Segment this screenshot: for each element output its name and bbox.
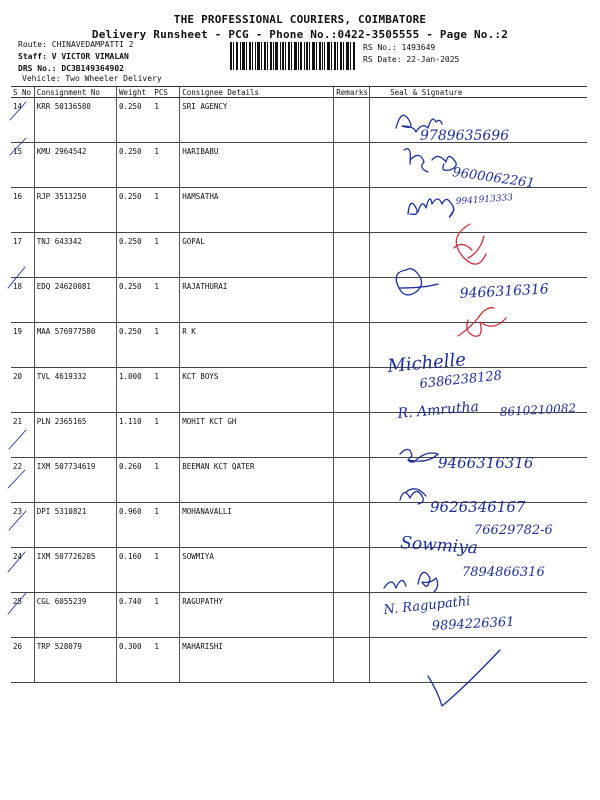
svg-text:9466316316: 9466316316 [438, 454, 534, 472]
row-remarks [334, 593, 370, 638]
row-pcs: 1 [152, 458, 179, 503]
row-weight: 0.250 [116, 278, 152, 323]
row-consignee: HARIBABU [180, 143, 334, 188]
col-header-consignee: Consignee Details [180, 87, 334, 98]
row-sno: 26 [11, 638, 34, 683]
row-sno: 20 [11, 368, 34, 413]
row-signature [370, 593, 587, 638]
row-sno: 24 [11, 548, 34, 593]
col-header-consignment: Consignment No [34, 87, 116, 98]
table-row [11, 548, 587, 593]
col-header-sno: S No [11, 87, 34, 98]
row-weight: 0.260 [116, 458, 152, 503]
row-remarks [334, 143, 370, 188]
row-pcs: 1 [152, 188, 179, 233]
row-weight: 0.740 [116, 593, 152, 638]
row-signature [370, 278, 587, 323]
row-remarks [334, 368, 370, 413]
row-consignment: DPI 5310821 [34, 503, 116, 548]
rs-number: RS No.: 1493649 [363, 43, 436, 52]
table-header-row [11, 87, 587, 98]
row-consignment: IXM 507734619 [34, 458, 116, 503]
row-signature [370, 98, 587, 143]
row-pcs: 1 [152, 98, 179, 143]
svg-text:Sowmiya: Sowmiya [399, 533, 479, 559]
svg-text:R. Amrutha: R. Amrutha [396, 398, 480, 422]
row-sno: 15 [11, 143, 34, 188]
row-remarks [334, 278, 370, 323]
row-consignee: GOPAL [180, 233, 334, 278]
table-row [11, 278, 587, 323]
row-remarks [334, 458, 370, 503]
svg-text:9626346167: 9626346167 [430, 498, 526, 516]
row-signature [370, 233, 587, 278]
table-row [11, 233, 587, 278]
svg-text:9894226361: 9894226361 [431, 614, 515, 634]
row-weight: 0.160 [116, 548, 152, 593]
row-sno: 22 [11, 458, 34, 503]
row-consignee: MOHIT KCT GH [180, 413, 334, 458]
route-info: Route: CHINAVEDAMPATTI 2 [18, 40, 134, 49]
table-row [11, 368, 587, 413]
row-pcs: 1 [152, 278, 179, 323]
row-sno: 23 [11, 503, 34, 548]
row-consignment: TVL 4619332 [34, 368, 116, 413]
row-consignment: RJP 3513250 [34, 188, 116, 233]
row-weight: 1.110 [116, 413, 152, 458]
drs-number: DRS No.: DC3B149364902 [18, 64, 124, 73]
table-row [11, 323, 587, 368]
table-row [11, 188, 587, 233]
row-remarks [334, 188, 370, 233]
svg-text:N. Ragupathi: N. Ragupathi [382, 593, 472, 618]
row-sno: 16 [11, 188, 34, 233]
row-weight: 0.300 [116, 638, 152, 683]
row-sno: 25 [11, 593, 34, 638]
row-remarks [334, 413, 370, 458]
row-consignee: MOHANAVALLI [180, 503, 334, 548]
row-sno: 21 [11, 413, 34, 458]
row-remarks [334, 98, 370, 143]
svg-text:9600062261: 9600062261 [451, 165, 536, 192]
row-sno: 19 [11, 323, 34, 368]
table-row [11, 503, 587, 548]
row-consignee: SRI AGENCY [180, 98, 334, 143]
row-weight: 0.250 [116, 233, 152, 278]
row-consignment: IXM 507726205 [34, 548, 116, 593]
row-signature [370, 638, 587, 683]
row-weight: 0.960 [116, 503, 152, 548]
row-pcs: 1 [152, 413, 179, 458]
row-consignee: HAMSATHA [180, 188, 334, 233]
svg-text:76629782-6: 76629782-6 [474, 523, 553, 538]
table-row [11, 413, 587, 458]
col-header-remarks: Remarks [334, 87, 370, 98]
row-pcs: 1 [152, 143, 179, 188]
row-pcs: 1 [152, 368, 179, 413]
row-signature [370, 548, 587, 593]
barcode [230, 42, 356, 70]
row-pcs: 1 [152, 638, 179, 683]
svg-text:6386238128: 6386238128 [418, 368, 503, 392]
row-pcs: 1 [152, 323, 179, 368]
svg-text:7894866316: 7894866316 [462, 565, 545, 580]
staff-info: Staff: V VICTOR VIMALAN [18, 52, 129, 61]
col-header-weight: Weight [116, 87, 152, 98]
col-header-signature: Seal & Signature [370, 87, 587, 98]
runsheet-table [11, 86, 587, 683]
row-signature [370, 458, 587, 503]
company-title: THE PROFESSIONAL COURIERS, COIMBATORE [173, 13, 427, 26]
table-row [11, 143, 587, 188]
row-weight: 1.000 [116, 368, 152, 413]
svg-text:9466316316: 9466316316 [459, 281, 550, 302]
row-pcs: 1 [152, 548, 179, 593]
row-consignee: R K [180, 323, 334, 368]
row-pcs: 1 [152, 593, 179, 638]
row-remarks [334, 323, 370, 368]
row-sno: 18 [11, 278, 34, 323]
row-consignee: RAJATHURAI [180, 278, 334, 323]
table-row [11, 458, 587, 503]
row-consignee: BEEMAN KCT QATER [180, 458, 334, 503]
runsheet-subtitle: Delivery Runsheet - PCG - Phone No.:0422-3505555 - Page No.:2 [91, 28, 509, 41]
row-consignee: MAHARISHI [180, 638, 334, 683]
row-weight: 0.250 [116, 98, 152, 143]
row-consignment: TRP 528079 [34, 638, 116, 683]
row-consignment: KMU 2964542 [34, 143, 116, 188]
row-signature [370, 188, 587, 233]
table-row [11, 593, 587, 638]
svg-text:Michelle: Michelle [386, 349, 467, 377]
row-pcs: 1 [152, 233, 179, 278]
row-remarks [334, 638, 370, 683]
row-consignment: KRR 50136580 [34, 98, 116, 143]
table-row [11, 638, 587, 683]
row-remarks [334, 503, 370, 548]
row-consignment: CGL 6055239 [34, 593, 116, 638]
row-weight: 0.250 [116, 188, 152, 233]
table-row [11, 98, 587, 143]
row-sno: 14 [11, 98, 34, 143]
row-consignment: TNJ 643342 [34, 233, 116, 278]
row-weight: 0.250 [116, 323, 152, 368]
row-sno: 17 [11, 233, 34, 278]
row-signature [370, 143, 587, 188]
row-signature [370, 368, 587, 413]
row-signature [370, 503, 587, 548]
row-remarks [334, 548, 370, 593]
row-consignment: EDQ 24620081 [34, 278, 116, 323]
row-signature [370, 413, 587, 458]
row-weight: 0.250 [116, 143, 152, 188]
svg-text:9941913333: 9941913333 [455, 193, 514, 207]
rs-date: RS Date: 22-Jan-2025 [363, 55, 460, 64]
col-header-pcs: PCS [152, 87, 179, 98]
row-pcs: 1 [152, 503, 179, 548]
row-consignment: PLN 2365165 [34, 413, 116, 458]
row-consignment: MAA 576977580 [34, 323, 116, 368]
row-remarks [334, 233, 370, 278]
row-consignee: RAGUPATHY [180, 593, 334, 638]
svg-text:8610210082: 8610210082 [499, 401, 577, 419]
row-consignee: SOWMIYA [180, 548, 334, 593]
svg-text:9789635696: 9789635696 [420, 128, 510, 144]
vehicle-info: Vehicle: Two Wheeler Delivery [22, 74, 162, 83]
row-signature [370, 323, 587, 368]
row-consignee: KCT BOYS [180, 368, 334, 413]
